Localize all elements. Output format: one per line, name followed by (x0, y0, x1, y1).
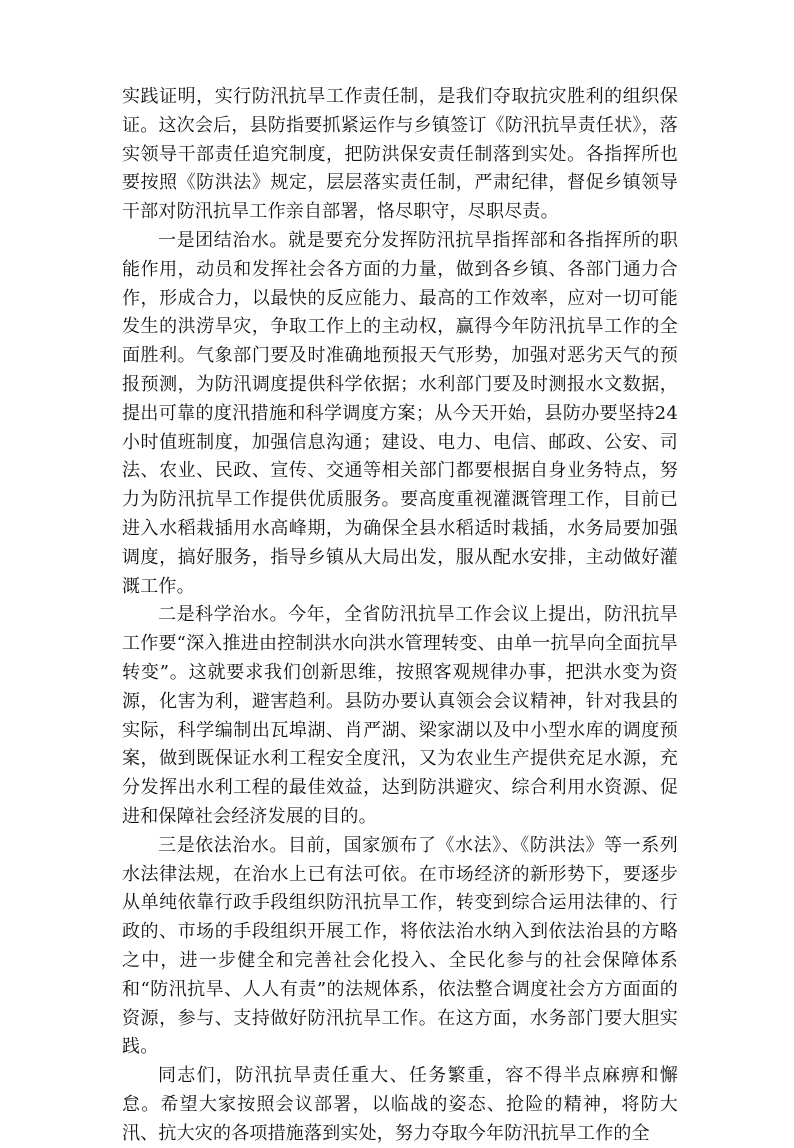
paragraph-scientific-water-control: 二是科学治水。今年，全省防汛抗旱工作会议上提出，防汛抗旱工作要“深入推进由控制洪水向洪水管理转变、由单一抗旱向全面抗旱转变”。这就要求我们创新思维，按照客观规律办事，把洪水变为资源，化害为利，避害趋利。县防办要认真领会会议精神，针对我县的实际，科学编制出瓦埠湖、肖严湖、梁家湖以及中小型水库的调度预案，做到既保证水利工程安全度汛，又为农业生产提供充足水源，充分发挥出水利工程的最佳效益，达到防洪避灾、综合利用水资源、促进和保障社会经济发展的目的。 (122, 604, 678, 827)
document-page (122, 83, 678, 1148)
paragraph-lawful-water-control: 三是依法治水。目前，国家颁布了《水法》、《防洪法》等一系列水法律法规，在治水上已有法可依。在市场经济的新形势下，要逐步从单纯依靠行政手段组织防汛抗旱工作，转变到综合运用法律的、行政的、市场的手段组织开展工作，将依法治水纳入到依法治县的方略之中，进一步健全和完善社会化投入、全民化参与的社会保障体系和“防汛抗旱、人人有责”的法规体系，依法整合调度社会方方面面的资源，参与、支持做好防汛抗旱工作。在这方面，水务部门要大胆实践。 (122, 834, 678, 1058)
paragraph-closing: 同志们，防汛抗旱责任重大、任务繁重，容不得半点麻痹和懈怠。希望大家按照会议部署，以临战的姿态、抢险的精神，将防大汛、抗大灾的各项措施落到实处，努力夺取今年防汛抗旱工作的全 (122, 1065, 678, 1144)
paragraph-responsibility: 实践证明，实行防汛抗旱工作责任制，是我们夺取抗灾胜利的组织保证。这次会后，县防指要抓紧运作与乡镇签订《防汛抗旱责任状》，落实领导干部责任追究制度，把防洪保安责任制落到实处。各指挥所也要按照《防洪法》规定，层层落实责任制，严肃纪律，督促乡镇领导干部对防汛抗旱工作亲自部署，恪尽职守，尽职尽责。 (122, 86, 678, 223)
paragraph-unity-water-control: 一是团结治水。就是要充分发挥防汛抗旱指挥部和各指挥所的职能作用，动员和发挥社会各方面的力量，做到各乡镇、各部门通力合作，形成合力，以最快的反应能力、最高的工作效率，应对一切可能发生的洪涝旱灾，争取工作上的主动权，赢得今年防汛抗旱工作的全面胜利。气象部门要及时准确地预报天气形势，加强对恶劣天气的预报预测，为防汛调度提供科学依据；水利部门要及时测报水文数据，提出可靠的度汛措施和科学调度方案；从今天开始，县防办要坚持24小时值班制度，加强信息沟通；建设、电力、电信、邮政、公安、司法、农业、民政、宣传、交通等相关部门都要根据自身业务特点，努力为防汛抗旱工作提供优质服务。要高度重视灌溉管理工作，目前已进入水稻栽插用水高峰期，为确保全县水稻适时栽插，水务局要加强调度，搞好服务，指导乡镇从大局出发，服从配水安排，主动做好灌溉工作。 (122, 229, 678, 597)
